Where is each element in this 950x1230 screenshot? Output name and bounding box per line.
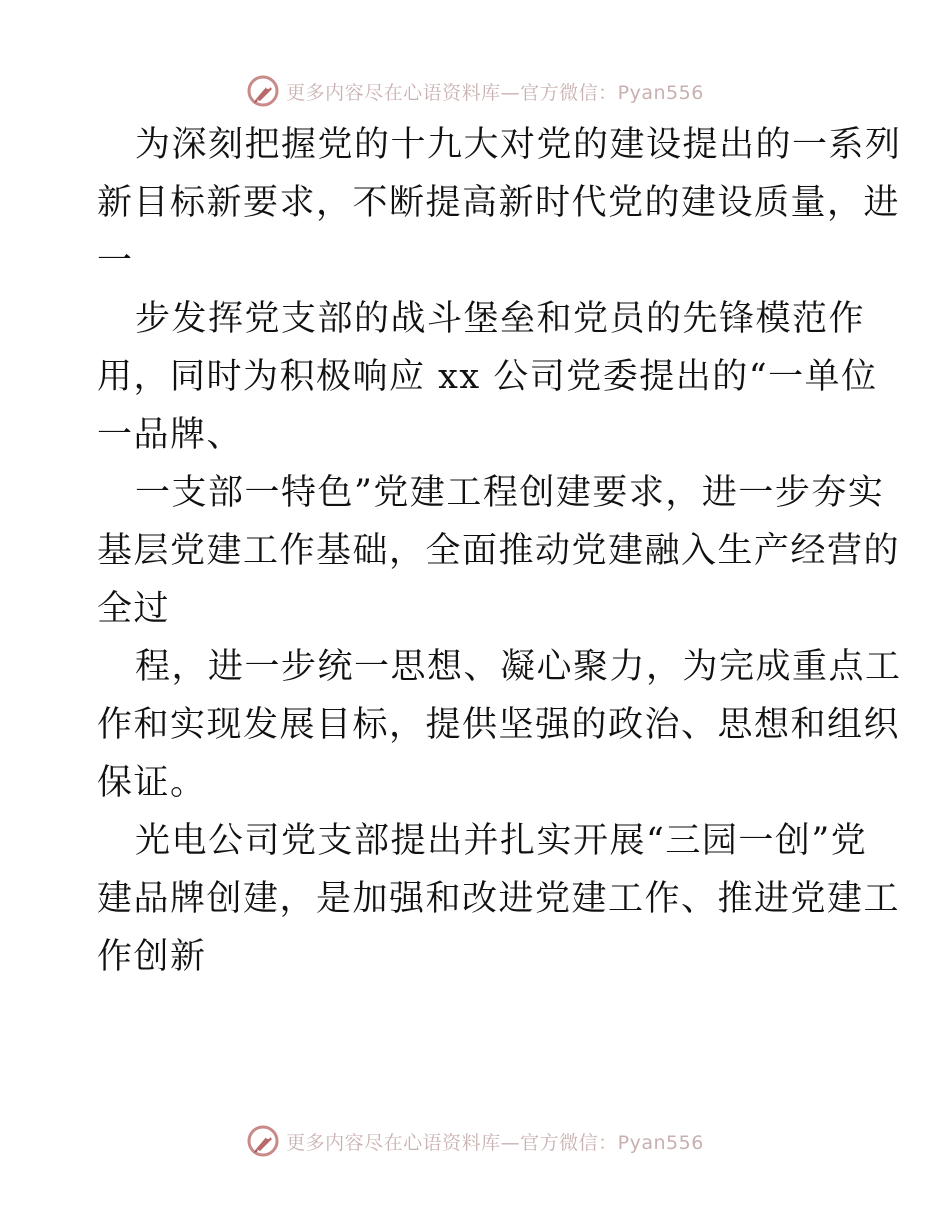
text-line: 建品牌创建，是加强和改进党建工作、推进党建工: [97, 879, 901, 919]
text-line: 步发挥党支部的战斗堡垒和党员的先锋模范作: [135, 299, 866, 339]
watermark-text: 更多内容尽在心语资料库—官方微信：Pyan556: [286, 1131, 704, 1154]
text-line: 作创新: [97, 937, 207, 977]
text-line: 全过: [97, 589, 171, 629]
paragraph: [97, 116, 902, 290]
watermark-text: 更多内容尽在心语资料库—官方微信：Pyan556: [286, 81, 704, 104]
text-line: 为深刻把握党的十九大对党的建设提出的一系列: [135, 125, 902, 165]
paragraph: [97, 464, 901, 638]
text-line: 作和实现发展目标，提供坚强的政治、思想和组织: [97, 705, 901, 745]
text-line: 新目标新要求，不断提高新时代党的建设质量，进: [97, 183, 901, 223]
text-line: 一: [97, 241, 134, 281]
paragraph: [97, 290, 878, 464]
header-watermark: [0, 71, 950, 111]
footer-watermark: [0, 1121, 950, 1161]
text-line: 基层党建工作基础，全面推动党建融入生产经营的: [97, 531, 901, 571]
paragraph: [97, 812, 901, 986]
text-line: 用，同时为积极响应 xx 公司党委提出的“一单位: [97, 357, 878, 397]
pen-nib-logo-icon: [246, 1124, 280, 1158]
document-body: [97, 116, 902, 986]
paragraph: [97, 638, 902, 812]
text-line: 一品牌、: [97, 415, 244, 455]
text-line: 程，进一步统一思想、凝心聚力，为完成重点工: [135, 647, 902, 687]
text-line: 光电公司党支部提出并扎实开展“三园一创”党: [135, 821, 868, 861]
text-line: 保证。: [97, 763, 207, 803]
pen-nib-logo-icon: [246, 74, 280, 108]
text-line: 一支部一特色”党建工程创建要求，进一步夯实: [135, 473, 885, 513]
